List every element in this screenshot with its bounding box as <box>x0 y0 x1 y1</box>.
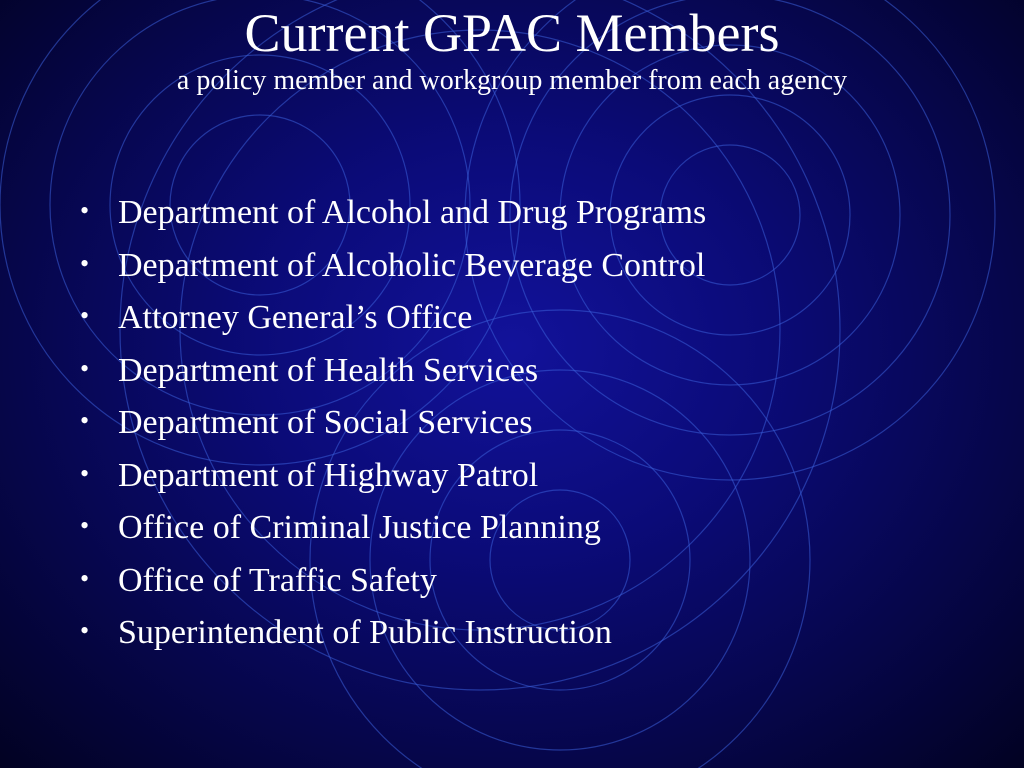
list-item <box>78 610 706 663</box>
list-item <box>78 453 706 506</box>
slide-subtitle: a policy member and workgroup member from each agency <box>176 65 848 96</box>
list-item <box>78 190 706 243</box>
list-item-label: Office of Criminal Justice Planning <box>118 509 601 546</box>
bullet-icon: • <box>80 301 90 330</box>
list-item <box>78 558 706 611</box>
list-item <box>78 505 706 558</box>
bullet-icon: • <box>80 616 90 645</box>
bullet-icon: • <box>80 196 90 225</box>
list-item-label: Department of Health Services <box>118 351 539 389</box>
list-item-label: Attorney General’s Office <box>118 299 473 336</box>
list-item-label: Department of Social Services <box>118 404 533 441</box>
list-item-label: Superintendent of Public Instruction <box>118 614 612 651</box>
slide-title: Current GPAC Members <box>244 3 780 63</box>
list-item <box>78 295 706 348</box>
list-item-label: Department of Alcoholic Beverage Control <box>118 246 706 284</box>
bullet-icon: • <box>80 563 90 593</box>
bullet-icon: • <box>80 406 90 435</box>
list-item <box>78 243 706 296</box>
list-item-label: Department of Alcohol and Drug Programs <box>118 194 707 231</box>
bullet-icon: • <box>80 248 90 278</box>
bullet-icon: • <box>80 353 90 383</box>
list-item-label: Office of Traffic Safety <box>118 561 437 599</box>
list-item <box>78 348 706 401</box>
bullet-icon: • <box>80 511 90 540</box>
bullet-icon: • <box>80 458 90 488</box>
member-agency-list <box>78 190 706 663</box>
list-item-label: Department of Highway Patrol <box>118 456 539 494</box>
title-block <box>0 2 1024 98</box>
list-item <box>78 400 706 453</box>
